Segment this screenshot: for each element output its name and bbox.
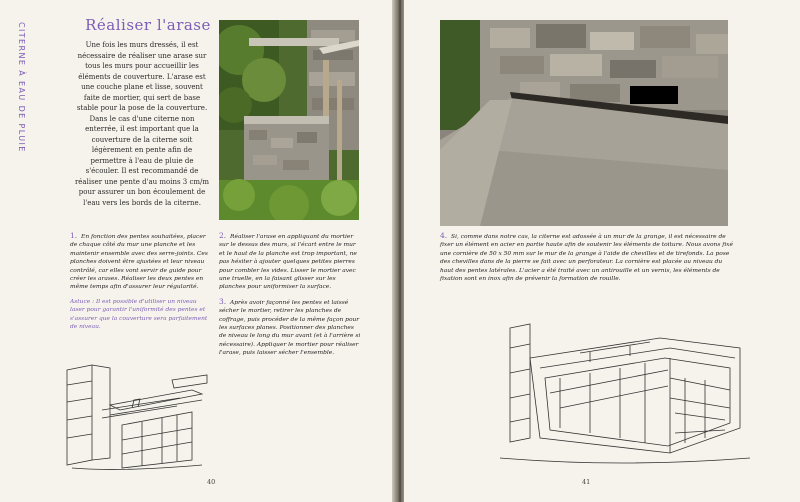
step-4-text: Si, comme dans notre cas, la citerne est adossée à un mur de la grange, il est nécessaire de fixer un élément en acier en partie haute afin de soutenir les éléments de toiture. Nous avons fixé une cornière de 50 x 50 mm sur le mur de la grange à l'aide de chevilles et de tirefonds. La pose des chevilles dans de la pierre se fait avec un perforateur. La cornière est placée au niveau du haut des pentes latérales. L'acier a été traité avec un antirouille et un vernis, les éléments de fixation sont en inox afin de prévenir la formation de rouille. — [440, 234, 733, 283]
intro-paragraph: Une fois les murs dressés, il est nécessaire de réaliser une arase sur tous les murs pour accueillir les éléments de couverture. L'arase est une couche plane et lisse, souvent faite de mortier, qui sert de base stable pour la pose de la couverture. — [76, 41, 208, 112]
tip-text: Astuce : Il est possible d'utiliser un niveau laser pour garantir l'uniformité des pentes et s'assurer que la couverture sera parfaitement de niveau. — [70, 298, 208, 331]
step-1-text: En fonction des pentes souhaitées, placer de chaque côté du mur une planche et les maintenir ensemble avec des serre-joints. Ces planches doivent être ajustées et leur niveau contrôlé, car elles vont servir de guide pour créer les arases. Réaliser les deux pentes en même temps afin d'assurer leur régularité. — [70, 234, 208, 291]
page-title: Réaliser l'arase — [85, 16, 211, 34]
step-4-caption — [440, 232, 734, 289]
step-1-caption — [70, 232, 208, 337]
intro-paragraph: Dans le cas d'une citerne non enterrée, il est important que la couverture de la citerne soit légèrement en pente afin de permettre à l'eau de pluie de s'écouler. Il est recommandé de réaliser une pente d'au moins 3 cm/m pour assurer un bon écoulement de l'eau vers les bords de la citerne. — [74, 114, 210, 207]
angle-iron-photo — [440, 20, 728, 226]
step-1-number: 1. — [70, 231, 78, 240]
step-2-number: 2. — [219, 231, 227, 240]
wall-planks-sketch — [62, 350, 212, 475]
cistern-sketch — [500, 318, 750, 470]
running-head: CITERNE À EAU DE PLUIE — [17, 22, 26, 153]
step-4-number: 4. — [440, 231, 448, 240]
cistern-photo — [219, 20, 359, 220]
right-page — [404, 0, 800, 502]
angle-iron-photo-image — [440, 20, 728, 226]
step-3-text: Après avoir façonné les pentes et laissé sécher le mortier, retirer les planches de coffrage, puis procéder de la même façon pour les surfaces planes. Positionner des planches de niveau le long du mur avant (et à l'arrière si nécessaire). Appliquer le mortier pour réaliser l'arase, puis laisser sécher l'ensemble. — [219, 299, 361, 357]
intro-text — [74, 40, 210, 208]
step-2-caption — [219, 232, 363, 364]
page-number-left: 40 — [207, 478, 216, 486]
left-page — [0, 0, 396, 502]
cistern-photo-image — [219, 20, 359, 220]
step-3-number: 3. — [219, 296, 227, 306]
step-2-text: Réaliser l'arase en appliquant du mortier sur le dessus des murs, si l'écart entre le mur et le haut de la planche est trop important, ne pas hésiter à ajouter quelques petites pierres pour combler les vides. Lisser le mortier avec une truelle, en la faisant glisser sur les planches pour uniformiser la surface. — [219, 234, 357, 291]
page-number-right: 41 — [582, 478, 591, 486]
